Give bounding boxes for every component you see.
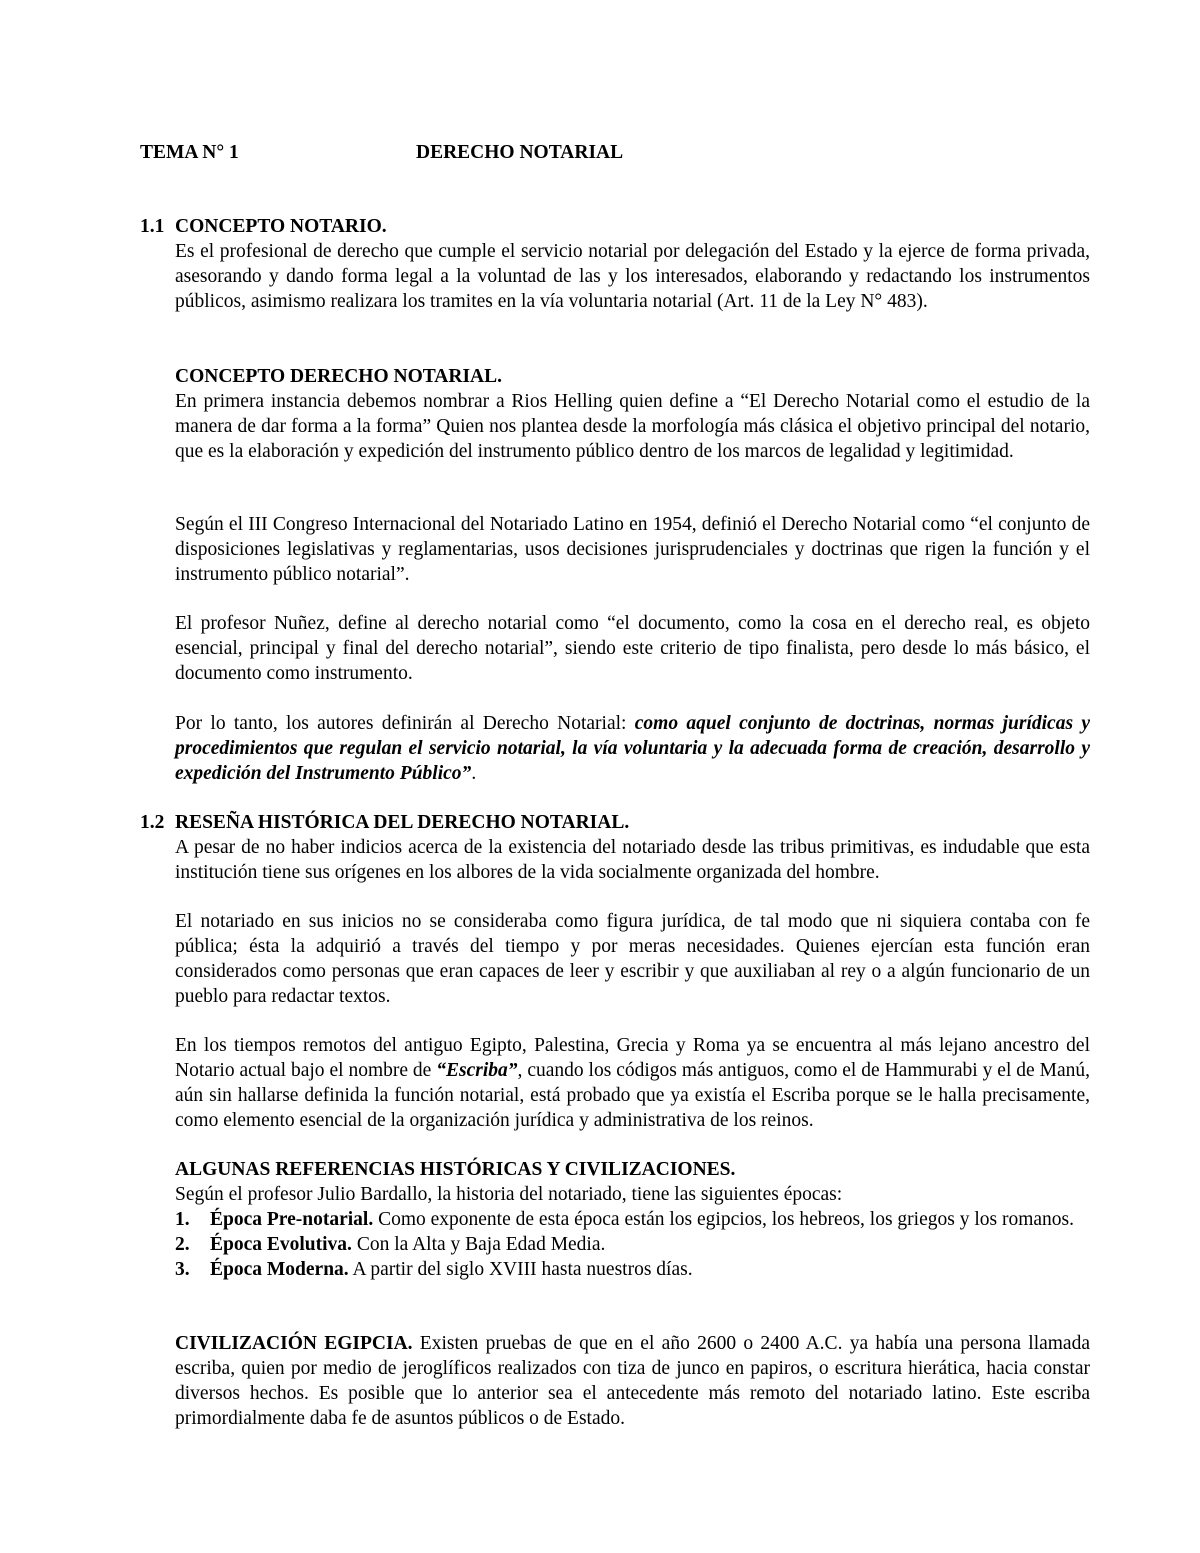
concepto-derecho-notarial-block	[175, 364, 1090, 464]
concepto-notario-paragraph	[175, 239, 1090, 314]
list-item	[175, 1257, 1090, 1282]
resena-paragraph-3	[175, 1033, 1090, 1133]
congreso-paragraph	[175, 512, 1090, 587]
list-item	[175, 1207, 1090, 1232]
paragraph: En primera instancia debemos nombrar a Rios Helling quien define a “El Derecho Notarial como el estudio de la manera de dar forma a la forma” Quien nos plantea desde la morfología más clásica el objetivo principal del notario, que es la elaboración y expedición del instrumento público dentro de los marcos de legalidad y legitimidad.	[175, 391, 1090, 462]
document-title-row	[140, 140, 1060, 168]
paragraph	[175, 1331, 1090, 1431]
paragraph	[175, 1033, 1090, 1133]
list-text: Con la Alta y Baja Edad Media.	[351, 1234, 606, 1255]
list-number: 1.	[175, 1209, 190, 1230]
paragraph: Según el III Congreso Internacional del Notariado Latino en 1954, definió el Derecho Notarial como “el conjunto de disposiciones legislativas y reglamentarias, usos decisiones jurisprudenciales y doctrinas que rigen la función y el instrumento público notarial”.	[175, 514, 1090, 585]
definition-lead: Por lo tanto, los autores definirán al Derecho Notarial:	[175, 713, 635, 734]
nunez-paragraph	[175, 611, 1090, 686]
resena-paragraph-1	[175, 835, 1090, 885]
list-number: 2.	[175, 1234, 190, 1255]
section-number: 1.2	[140, 812, 165, 833]
paragraph: El notariado en sus inicios no se consideraba como figura jurídica, de tal modo que ni siquiera contaba con fe pública; ésta la adquirió a través del tiempo y por meras necesidades. Quienes ejercían esta función eran considerados como personas que eran capaces de leer y escribir y que auxiliaban al rey o a algún funcionario de un pueblo para redactar textos.	[175, 911, 1090, 1007]
list-item	[175, 1232, 1090, 1257]
escriba-term: “Escriba”	[436, 1060, 518, 1081]
list-term: Época Moderna.	[210, 1259, 349, 1280]
definition-paragraph	[175, 711, 1090, 786]
list-term: Época Pre-notarial.	[210, 1209, 374, 1230]
resena-paragraph-2	[175, 909, 1090, 1009]
list-text: A partir del siglo XVIII hasta nuestros días.	[348, 1259, 693, 1280]
epocas-list	[175, 1207, 1090, 1282]
definition-end: .	[471, 763, 477, 784]
subsection-heading: CONCEPTO DERECHO NOTARIAL.	[175, 366, 503, 387]
list-text: Como exponente de esta época están los egipcios, los hebreos, los griegos y los romanos.	[373, 1209, 1074, 1230]
paragraph: Según el profesor Julio Bardallo, la historia del notariado, tiene las siguientes épocas:	[175, 1184, 843, 1205]
text-run: , cuando los códigos más antiguos, como el de Hammurabi y el de Manú, aún sin hallarse definida la función notarial, está probado que ya existía el Escriba porque se le halla precisamente, como elemento esencial de la organización jurídica y administrativa de los reinos.	[175, 1060, 1090, 1131]
list-term: Época Evolutiva.	[210, 1234, 352, 1255]
section-title: CONCEPTO NOTARIO.	[175, 216, 387, 237]
tema-number: TEMA N° 1	[140, 142, 239, 163]
text-run: En los tiempos remotos del antiguo Egipto, Palestina, Grecia y Roma ya se encuentra al más lejano ancestro del Notario actual bajo el nombre de	[175, 1035, 1090, 1081]
document-title: DERECHO NOTARIAL	[416, 142, 624, 163]
referencias-block	[175, 1157, 1090, 1207]
section-number: 1.1	[140, 216, 165, 237]
paragraph: El profesor Nuñez, define al derecho notarial como “el documento, como la cosa en el derecho real, es objeto esencial, principal y final del derecho notarial”, siendo este criterio de tipo finalista, pero desde lo más básico, el documento como instrumento.	[175, 613, 1090, 684]
text-run: Existen pruebas de que en el año 2600 o 2400 A.C. ya había una persona llamada escriba, quien por medio de jeroglíficos realizados con tiza de junco en papiros, o escritura hierática, hacia constar diversos hechos. Es posible que lo anterior sea el antecedente más remoto del notariado latino. Este escriba primordialmente daba fe de asuntos públicos o de Estado.	[175, 1333, 1090, 1429]
subsection-heading: ALGUNAS REFERENCIAS HISTÓRICAS Y CIVILIZACIONES.	[175, 1159, 736, 1180]
paragraph: A pesar de no haber indicios acerca de la existencia del notariado desde las tribus primitivas, es indudable que esta institución tiene sus orígenes en los albores de la vida socialmente organizada del hombre.	[175, 837, 1090, 883]
section-title: RESEÑA HISTÓRICA DEL DERECHO NOTARIAL.	[175, 812, 630, 833]
paragraph	[175, 711, 1090, 786]
definition-emphasis: como aquel conjunto de doctrinas, normas jurídicas y procedimientos que regulan el servicio notarial, la vía voluntaria y la adecuada forma de creación, desarrollo y expedición del Instrumento Público”	[175, 713, 1090, 784]
subsection-heading: CIVILIZACIÓN EGIPCIA.	[175, 1333, 413, 1354]
civilizacion-egipcia-paragraph	[175, 1331, 1090, 1431]
list-number: 3.	[175, 1259, 190, 1280]
paragraph: Es el profesional de derecho que cumple el servicio notarial por delegación del Estado y la ejerce de forma privada, asesorando y dando forma legal a la voluntad de las y los interesados, elaborando y redactando los instrumentos públicos, asimismo realizara los tramites en la vía voluntaria notarial (Art. 11 de la Ley N° 483).	[175, 241, 1090, 312]
